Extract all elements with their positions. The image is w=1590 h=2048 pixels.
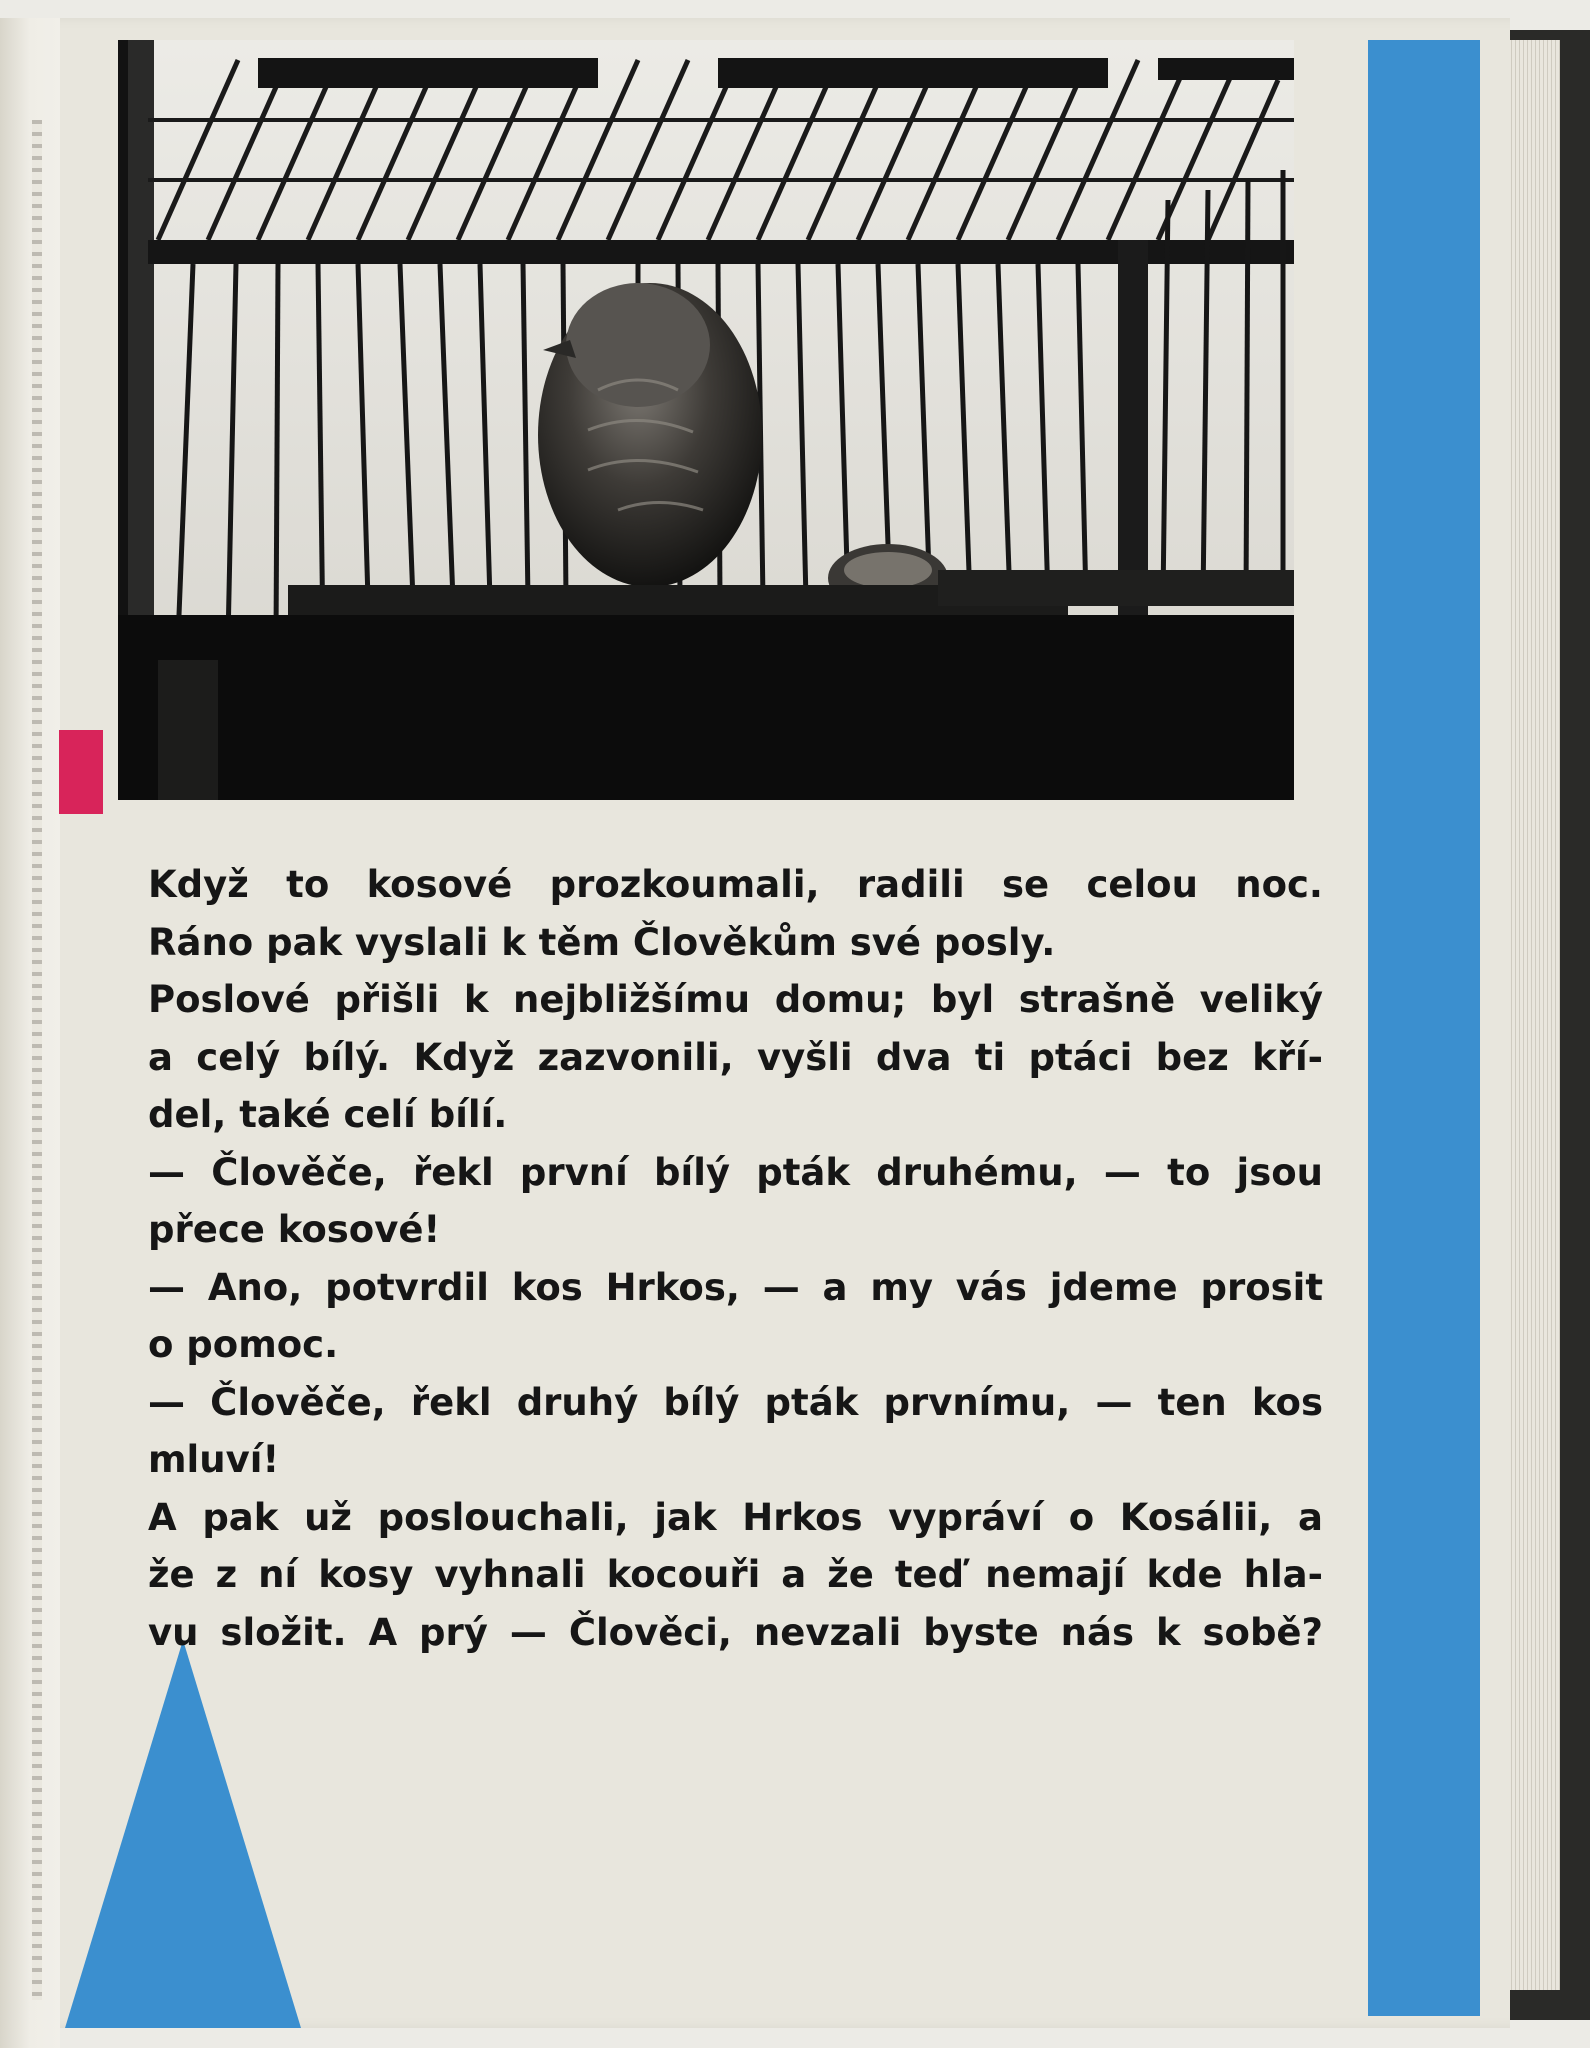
- text-line: přece kosové!: [148, 1208, 441, 1251]
- text-line: Poslové přišli k nejbližšímu domu; byl strašně veliký: [148, 978, 1323, 1021]
- text-line: Když to kosové prozkoumali, radili se celou noc.: [148, 863, 1323, 906]
- red-marker: [59, 730, 103, 814]
- text-line: — Ano, potvrdil kos Hrkos, — a my vás jdeme prosit: [148, 1265, 1323, 1309]
- text-line: a celý bílý. Když zazvonili, vyšli dva ti ptáci bez kří-: [148, 1035, 1323, 1079]
- text-line: Ráno pak vyslali k těm Člověkům své posly.: [148, 920, 1056, 964]
- text-line: vu složit. A prý — Člověci, nevzali byste nás k sobě?: [148, 1610, 1323, 1654]
- binding-stitch: [32, 120, 42, 2000]
- text-line: del, také celí bílí.: [148, 1093, 508, 1136]
- text-line: že z ní kosy vyhnali kocouři a že teď nemají kde hla-: [148, 1553, 1323, 1596]
- blue-band: [1368, 40, 1480, 2016]
- story-text: [148, 856, 1323, 1661]
- bird-cage-photo: [118, 40, 1294, 800]
- text-line: o pomoc.: [148, 1323, 339, 1366]
- text-line: mluví!: [148, 1438, 280, 1481]
- triangle-shape: [65, 1640, 301, 2028]
- text-line: — Člověče, řekl první bílý pták druhému, — to jsou: [148, 1150, 1323, 1194]
- bird-in-cage-image: [118, 40, 1294, 800]
- text-line: A pak už poslouchali, jak Hrkos vypráví o Kosálii, a: [148, 1495, 1323, 1539]
- book-gutter: [0, 18, 60, 2048]
- blue-triangle: [65, 1640, 301, 2028]
- text-line: — Člověče, řekl druhý bílý pták prvnímu, — ten kos: [148, 1380, 1323, 1424]
